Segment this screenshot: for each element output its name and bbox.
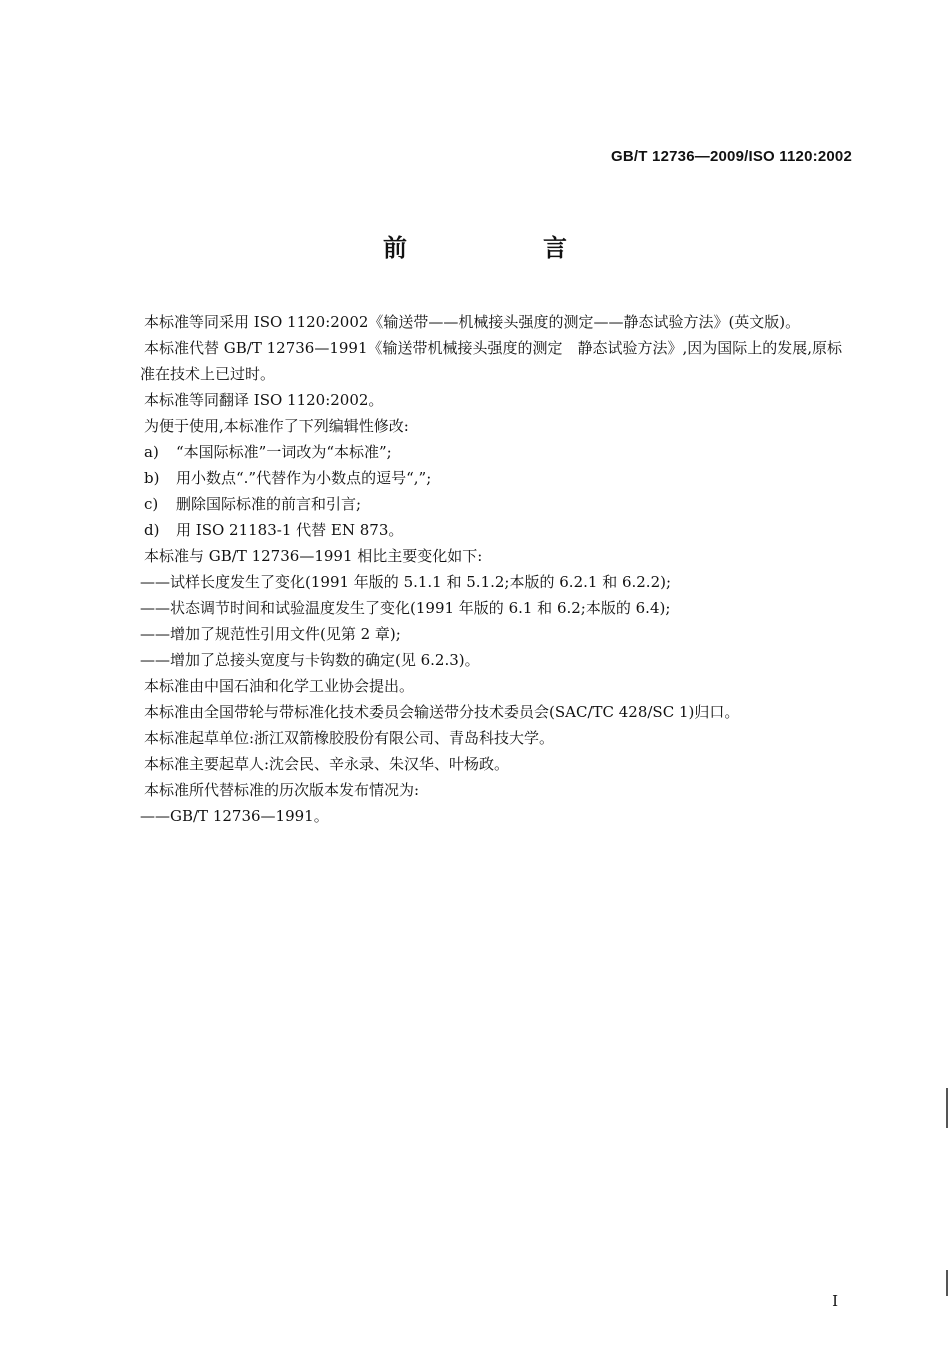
scan-edge-mark	[946, 1270, 948, 1296]
paragraph-history-intro: 本标准所代替标准的历次版本发布情况为:	[144, 781, 420, 799]
document-body	[140, 309, 852, 829]
scan-edge-mark	[946, 1088, 948, 1128]
paragraph-adoption: 本标准等同采用 ISO 1120:2002《输送带——机械接头强度的测定——静态试验方法》(英文版)。	[144, 313, 801, 331]
paragraph-replacement-text: 本标准代替 GB/T 12736—1991《输送带机械接头强度的测定 静态试验方法》,因为国际上的发展,原标准在技术上已过时。	[140, 339, 843, 383]
paragraph-drafters: 本标准主要起草人:沈会民、辛永录、朱汉华、叶杨政。	[144, 755, 510, 773]
list-item-mark: d)	[144, 521, 160, 539]
list-item	[140, 491, 852, 517]
change-item: ——状态调节时间和试验温度发生了变化(1991 年版的 6.1 和 6.2;本版的 6.4);	[140, 599, 671, 617]
paragraph-drafting-units: 本标准起草单位:浙江双箭橡胶股份有限公司、青岛科技大学。	[144, 729, 555, 747]
page-title: 前 言	[383, 234, 623, 262]
list-item	[140, 439, 852, 465]
paragraph-changes-intro: 本标准与 GB/T 12736—1991 相比主要变化如下:	[144, 547, 483, 565]
change-item: ——增加了规范性引用文件(见第 2 章);	[140, 625, 401, 643]
list-item-mark: a)	[144, 443, 159, 461]
list-item-mark: c)	[144, 495, 159, 513]
history-item: ——GB/T 12736—1991。	[140, 807, 329, 825]
change-item: ——增加了总接头宽度与卡钩数的确定(见 6.2.3)。	[140, 651, 480, 669]
list-item-text: “本国际标准”一词改为“本标准”;	[176, 443, 392, 461]
change-item: ——试样长度发生了变化(1991 年版的 5.1.1 和 5.1.2;本版的 6.2.1 和 6.2.2);	[140, 573, 672, 591]
list-item-text: 用 ISO 21183-1 代替 EN 873。	[176, 521, 404, 539]
paragraph-translation: 本标准等同翻译 ISO 1120:2002。	[144, 391, 384, 409]
paragraph-replacement	[140, 335, 852, 387]
standard-code: GB/T 12736—2009/ISO 1120:2002	[611, 148, 852, 165]
paragraph-edits-intro: 为便于使用,本标准作了下列编辑性修改:	[144, 417, 409, 435]
list-item-mark: b)	[144, 469, 160, 487]
list-item-text: 删除国际标准的前言和引言;	[176, 495, 362, 513]
paragraph-committee: 本标准由全国带轮与带标准化技术委员会输送带分技术委员会(SAC/TC 428/SC 1)归口。	[144, 703, 740, 721]
paragraph-proposer: 本标准由中国石油和化学工业协会提出。	[144, 677, 415, 695]
page-number: I	[832, 1292, 838, 1310]
list-item-text: 用小数点“.”代替作为小数点的逗号“,”;	[176, 469, 432, 487]
list-item	[140, 517, 852, 543]
list-item	[140, 465, 852, 491]
